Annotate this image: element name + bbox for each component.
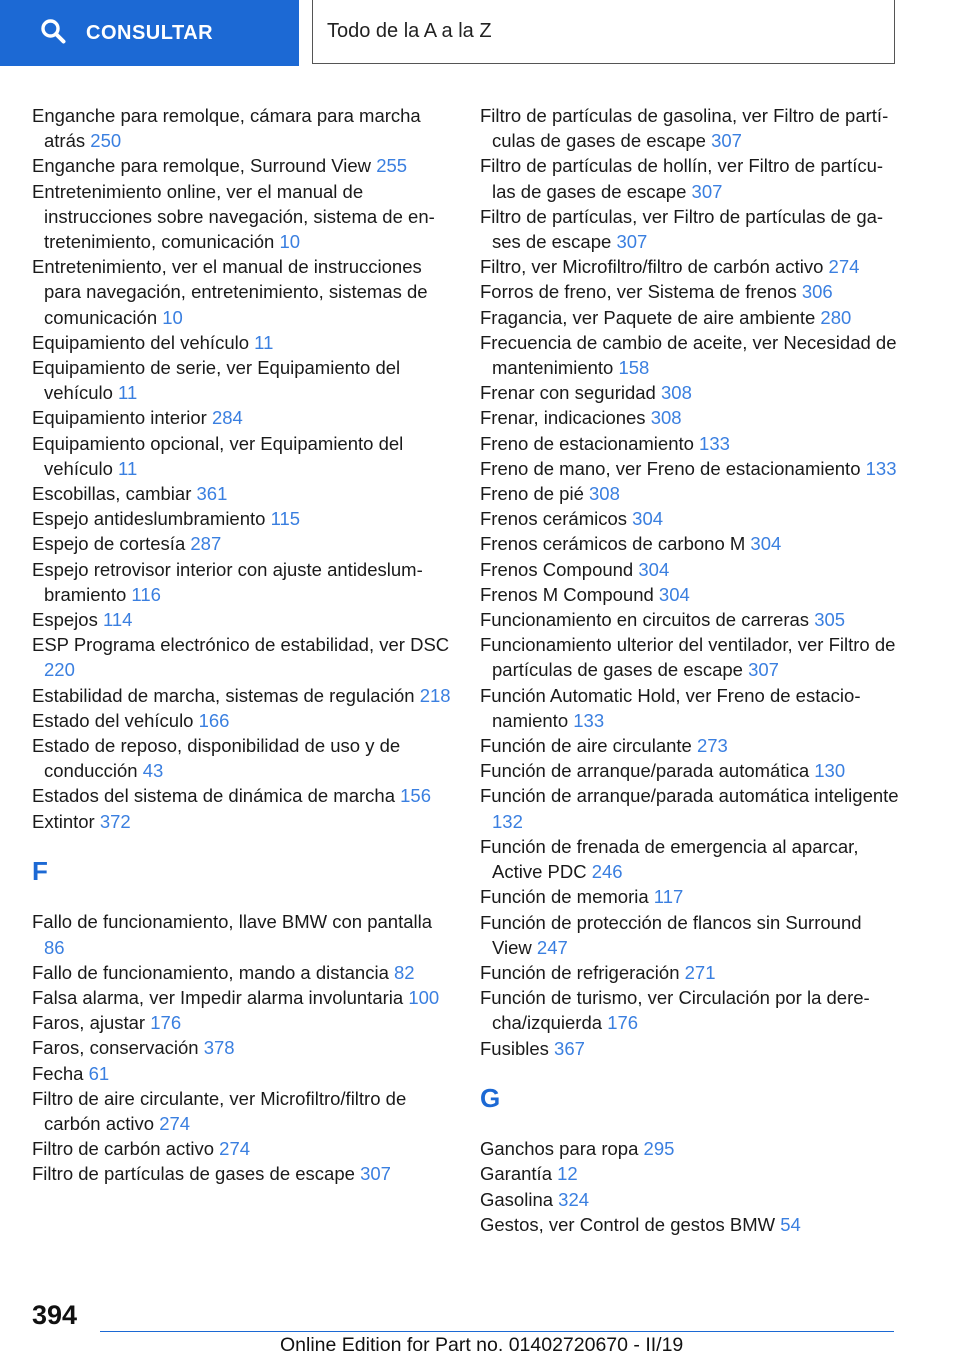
index-entry-text: Espejo retrovisor interior con ajuste antideslumbramiento — [32, 558, 423, 605]
index-entry-text: Frenos cerámicos — [480, 508, 628, 530]
index-entry-text: Filtro de partículas de hollín, ver Filtro de partículas de gases de escape — [480, 155, 884, 202]
top-bar — [0, 0, 960, 66]
index-entry-text: Ganchos para ropa — [480, 1138, 639, 1160]
page-reference-link[interactable]: 10 — [279, 231, 301, 253]
index-entry — [480, 481, 900, 506]
index-entry-text: Frenar, indicaciones — [480, 407, 646, 429]
page-reference-link[interactable]: 130 — [814, 760, 846, 782]
search-icon — [40, 18, 66, 49]
index-entry-text: Función de protección de flancos sin Surround View — [480, 911, 862, 958]
page-reference-link[interactable]: 86 — [44, 936, 65, 958]
index-entry — [32, 481, 452, 506]
index-entry — [32, 1035, 452, 1060]
index-entry — [32, 254, 452, 330]
section-title-box — [312, 0, 895, 64]
index-entry-text: Frenos cerámicos de carbono M — [480, 533, 746, 555]
index-entry-text: Funcionamiento en circuitos de carreras — [480, 609, 810, 631]
index-entry — [480, 305, 900, 330]
index-entry — [32, 632, 452, 682]
page-reference-link[interactable]: 255 — [376, 155, 408, 177]
index-entry-text: Enganche para remolque, cámara para marcha atrás — [32, 105, 421, 152]
page-reference-link[interactable]: 132 — [492, 810, 523, 832]
index-entry-text: Entretenimiento, ver el manual de instrucciones para navegación, entretenimiento, sistemas de comunicación — [32, 256, 428, 328]
index-entry-text: Frenar con seguridad — [480, 382, 656, 404]
index-entry — [32, 405, 452, 430]
page-reference-link[interactable]: 274 — [828, 256, 860, 278]
index-entry — [480, 456, 900, 481]
index-entry — [480, 254, 900, 279]
index-entry — [32, 1010, 452, 1035]
index-column-right — [480, 103, 900, 1237]
index-entry — [32, 1086, 452, 1136]
index-letter-heading: F — [32, 856, 48, 887]
index-entry — [32, 1061, 452, 1086]
index-entry-text: Filtro de aire circulante, ver Microfiltro/filtro de carbón activo — [32, 1087, 407, 1135]
page-reference-link[interactable]: 116 — [131, 583, 161, 605]
page-reference-link[interactable]: 166 — [198, 709, 230, 731]
index-entry — [32, 683, 452, 708]
page-reference-link[interactable]: 308 — [661, 382, 692, 404]
index-entry-text: Escobillas, cambiar — [32, 483, 192, 505]
page-reference-link[interactable]: 117 — [653, 886, 684, 908]
index-entry — [32, 809, 452, 834]
index-entry-text: Estados del sistema de dinámica de marcha — [32, 785, 395, 807]
index-entry — [480, 330, 900, 380]
page-reference-link[interactable]: 133 — [573, 709, 605, 731]
page-reference-link[interactable]: 295 — [643, 1138, 675, 1160]
index-entry — [32, 607, 452, 632]
page-reference-link[interactable]: 307 — [748, 659, 779, 681]
index-entry-text: Espejo de cortesía — [32, 533, 186, 555]
index-entry — [32, 431, 452, 481]
index-entry — [480, 431, 900, 456]
page-reference-link[interactable]: 43 — [142, 760, 164, 782]
index-entry — [32, 179, 452, 255]
index-entry — [32, 1161, 452, 1186]
page-reference-link[interactable]: 305 — [814, 609, 846, 631]
index-entry — [32, 960, 452, 985]
index-entry — [480, 582, 900, 607]
index-entry-text: Función de aire circulante — [480, 735, 692, 757]
index-entry — [480, 1187, 900, 1212]
index-entry — [32, 103, 452, 153]
page-reference-link[interactable]: 372 — [99, 810, 131, 832]
index-entry — [32, 985, 452, 1010]
index-entry-text: Filtro de partículas de gases de escape — [32, 1163, 355, 1185]
index-entry — [32, 909, 452, 959]
page-reference-link[interactable]: 10 — [162, 306, 183, 328]
index-entry-text: Función de arranque/parada automática inteligente — [480, 785, 899, 807]
index-entry — [480, 1036, 900, 1061]
index-entry-text: Fecha — [32, 1062, 84, 1084]
index-entry-text: Extintor — [32, 810, 95, 832]
page-reference-link[interactable]: 250 — [90, 130, 122, 152]
index-entry-text: Estado de reposo, disponibilidad de uso y de conducción — [32, 735, 401, 782]
index-entry — [480, 531, 900, 556]
consult-button[interactable] — [0, 0, 299, 66]
page-reference-link[interactable]: 284 — [211, 407, 243, 429]
index-entry-text: Función Automatic Hold, ver Freno de estacionamiento — [480, 684, 861, 731]
index-entry-text: Entretenimiento online, ver el manual de instrucciones sobre navegación, sistema de entretenimiento, comunicación — [32, 180, 435, 253]
index-entry-text: Freno de estacionamiento — [480, 432, 694, 454]
index-entry-text: Enganche para remolque, Surround View — [32, 155, 372, 177]
edition-footer: Online Edition for Part no. 01402720670 - II/19 — [280, 1334, 684, 1356]
page-number: 394 — [32, 1300, 78, 1330]
index-entry — [32, 557, 452, 607]
page-reference-link[interactable]: 82 — [394, 961, 415, 983]
index-entry — [32, 330, 452, 355]
index-entry-text: Faros, conservación — [32, 1037, 199, 1059]
index-entry — [480, 960, 900, 985]
index-entry — [32, 783, 452, 808]
index-entry-text: Frenos Compound — [480, 558, 634, 580]
index-entry-text: Funcionamiento ulterior del ventilador, ver Filtro de partículas de gases de escape — [480, 634, 896, 681]
index-entry — [480, 683, 900, 733]
page-reference-link[interactable]: 361 — [196, 483, 228, 505]
page-reference-link[interactable]: 133 — [699, 432, 730, 454]
index-entry-text: Espejo antideslumbramiento — [32, 508, 266, 530]
index-entry — [480, 834, 900, 884]
page-reference-link[interactable]: 307 — [616, 231, 648, 253]
page-reference-link[interactable]: 308 — [650, 407, 682, 429]
index-entry — [480, 1136, 900, 1161]
index-entry — [480, 758, 900, 783]
index-entry — [480, 405, 900, 430]
index-entry — [480, 985, 900, 1035]
index-entry — [480, 204, 900, 254]
page-reference-link[interactable]: 274 — [159, 1113, 191, 1135]
page-reference-link[interactable]: 307 — [691, 180, 723, 202]
index-entry — [32, 531, 452, 556]
index-entry-text: Filtro de partículas de gasolina, ver Filtro de partículas de gases de escape — [480, 105, 889, 152]
index-entry-text: Filtro de partículas, ver Filtro de partículas de gases de escape — [480, 205, 884, 253]
page-reference-link[interactable]: 306 — [801, 281, 833, 303]
index-entry-text: Función de arranque/parada automática — [480, 760, 810, 782]
page-reference-link[interactable]: 54 — [780, 1213, 801, 1235]
index-entry-text: Gestos, ver Control de gestos BMW — [480, 1213, 776, 1235]
index-entry — [32, 1136, 452, 1161]
index-entry — [32, 733, 452, 783]
page-reference-link[interactable]: 274 — [219, 1138, 251, 1160]
index-entry-text: Gasolina — [480, 1188, 554, 1210]
page-reference-link[interactable]: 304 — [658, 583, 690, 605]
page-reference-link[interactable]: 307 — [360, 1163, 391, 1185]
page-reference-link[interactable]: 158 — [618, 357, 650, 379]
index-entry-text: ESP Programa electrónico de estabilidad, ver DSC — [32, 634, 450, 656]
index-entry-text: Estabilidad de marcha, sistemas de regulación — [32, 684, 415, 706]
index-entry-text: Forros de freno, ver Sistema de frenos — [480, 281, 797, 303]
page-reference-link[interactable]: 12 — [557, 1163, 578, 1185]
index-entry-text: Fragancia, ver Paquete de aire ambiente — [480, 306, 816, 328]
index-entry-text: Freno de pié — [480, 483, 584, 505]
page-reference-link[interactable]: 11 — [118, 382, 138, 404]
consult-label: CONSULTAR — [86, 21, 214, 44]
index-entry — [480, 380, 900, 405]
index-entry — [32, 355, 452, 405]
page-reference-link[interactable]: 308 — [589, 483, 620, 505]
index-entry — [480, 506, 900, 531]
page-reference-link[interactable]: 11 — [118, 457, 138, 479]
index-entry — [480, 1212, 900, 1237]
page-reference-link[interactable]: 176 — [150, 1012, 182, 1034]
index-entry — [480, 607, 900, 632]
page-reference-link[interactable]: 100 — [408, 987, 440, 1009]
index-entry-text: Freno de mano, ver Freno de estacionamiento — [480, 457, 861, 479]
page-reference-link[interactable]: 115 — [270, 508, 301, 530]
page-reference-link[interactable]: 304 — [638, 558, 670, 580]
page-reference-link[interactable]: 367 — [554, 1037, 585, 1059]
index-entry — [480, 279, 900, 304]
page-reference-link[interactable]: 287 — [190, 533, 222, 555]
index-entry-text: Frecuencia de cambio de aceite, ver Necesidad de mantenimiento — [480, 331, 897, 379]
index-entry — [480, 1161, 900, 1186]
page-reference-link[interactable]: 247 — [536, 936, 568, 958]
page-reference-link[interactable]: 307 — [711, 130, 742, 152]
page-reference-link[interactable]: 11 — [254, 331, 274, 353]
page-reference-link[interactable]: 280 — [820, 306, 852, 328]
index-entry — [480, 733, 900, 758]
index-entry-text: Fallo de funcionamiento, llave BMW con pantalla — [32, 911, 433, 933]
page-reference-link[interactable]: 133 — [865, 457, 897, 479]
page-reference-link[interactable]: 156 — [400, 785, 432, 807]
section-title: Todo de la A a la Z — [327, 20, 492, 42]
index-entry — [480, 557, 900, 582]
index-entry-text: Fusibles — [480, 1037, 549, 1059]
index-entry-text: Espejos — [32, 609, 98, 631]
index-letter-heading: G — [480, 1082, 501, 1113]
index-entry — [480, 153, 900, 203]
index-entry-text: Fallo de funcionamiento, mando a distancia — [32, 961, 389, 983]
page-reference-link[interactable]: 220 — [44, 659, 75, 681]
page-reference-link[interactable]: 304 — [632, 508, 664, 530]
index-column-left — [32, 103, 452, 1187]
page-reference-link[interactable]: 246 — [591, 861, 623, 883]
index-entry-text: Falsa alarma, ver Impedir alarma involuntaria — [32, 987, 404, 1009]
index-entry — [480, 783, 900, 833]
index-entry-text: Faros, ajustar — [32, 1012, 146, 1034]
index-entry — [32, 153, 452, 178]
page-reference-link[interactable]: 378 — [203, 1037, 235, 1059]
index-entry-text: Función de frenada de emergencia al aparcar, Active PDC — [480, 835, 859, 883]
page-reference-link[interactable]: 271 — [684, 961, 716, 983]
page-reference-link[interactable]: 176 — [607, 1012, 639, 1034]
index-entry-text: Función de memoria — [480, 886, 649, 908]
index-entry-text: Estado del vehículo — [32, 709, 194, 731]
index-entry — [480, 910, 900, 960]
page-reference-link[interactable]: 218 — [419, 684, 451, 706]
index-entry-text: Equipamiento del vehículo — [32, 331, 250, 353]
page-reference-link[interactable]: 114 — [102, 609, 133, 631]
page-reference-link[interactable]: 324 — [558, 1188, 590, 1210]
index-entry-text: Equipamiento de serie, ver Equipamiento del vehículo — [32, 357, 401, 404]
index-entry-text: Función de refrigeración — [480, 961, 680, 983]
index-entry-text: Filtro de carbón activo — [32, 1138, 215, 1160]
index-entry-text: Función de turismo, ver Circulación por la derecha/izquierda — [480, 987, 870, 1034]
page-reference-link[interactable]: 273 — [696, 735, 728, 757]
index-entry — [480, 632, 900, 682]
index-entry-text: Equipamiento interior — [32, 407, 207, 429]
page-reference-link[interactable]: 304 — [750, 533, 782, 555]
index-entry-text: Frenos M Compound — [480, 583, 654, 605]
index-entry — [480, 884, 900, 909]
index-entry-text: Garantía — [480, 1163, 552, 1185]
index-entry — [32, 506, 452, 531]
index-entry — [32, 708, 452, 733]
index-entry-text: Filtro, ver Microfiltro/filtro de carbón activo — [480, 256, 824, 278]
index-entry — [480, 103, 900, 153]
index-entry-text: Equipamiento opcional, ver Equipamiento del vehículo — [32, 432, 404, 479]
page-reference-link[interactable]: 61 — [88, 1062, 110, 1084]
footer-divider — [100, 1331, 894, 1332]
